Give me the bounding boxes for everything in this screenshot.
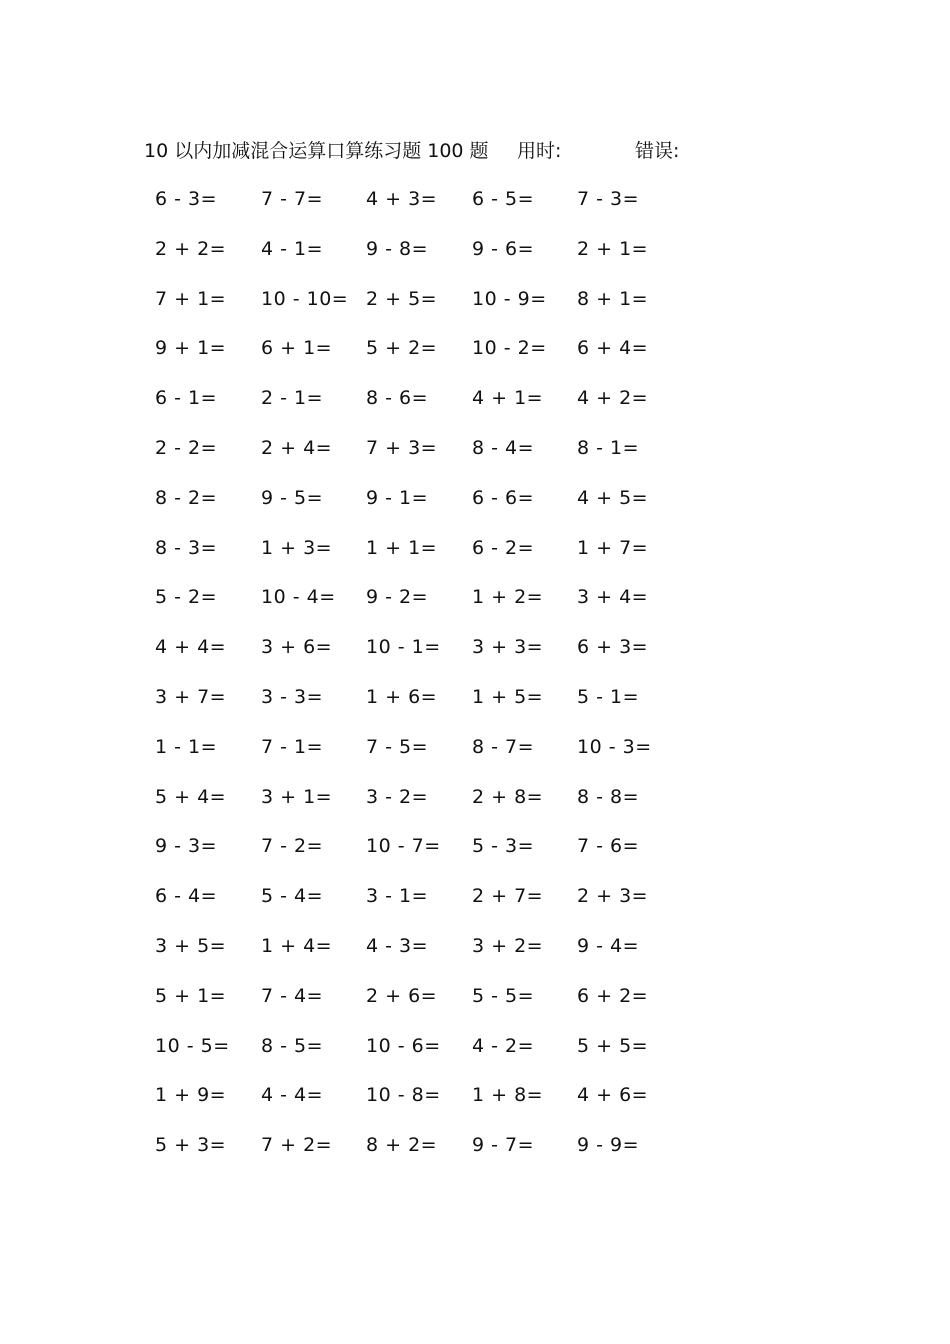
problem-item: 1 + 4= bbox=[261, 934, 333, 957]
problem-item: 8 - 4= bbox=[472, 436, 535, 459]
problem-item: 9 - 8= bbox=[366, 237, 429, 260]
problem-row bbox=[0, 529, 950, 579]
problem-item: 2 + 6= bbox=[366, 984, 438, 1007]
problem-grid bbox=[0, 180, 950, 1176]
problem-item: 4 + 6= bbox=[577, 1084, 649, 1107]
problem-item: 2 + 4= bbox=[261, 436, 333, 459]
problem-item: 4 + 1= bbox=[472, 387, 544, 410]
problem-item: 6 - 5= bbox=[472, 188, 535, 210]
problem-item: 6 - 1= bbox=[155, 387, 218, 410]
problem-item: 2 + 7= bbox=[472, 885, 544, 908]
problem-item: 1 + 6= bbox=[366, 685, 438, 708]
problem-item: 5 - 5= bbox=[472, 984, 535, 1007]
problem-item: 6 + 1= bbox=[261, 337, 333, 360]
problem-item: 6 + 4= bbox=[577, 337, 649, 360]
problem-item: 10 - 2= bbox=[472, 337, 547, 360]
problem-item: 9 - 3= bbox=[155, 835, 218, 858]
problem-item: 7 - 4= bbox=[261, 984, 324, 1007]
problem-item: 6 - 4= bbox=[155, 885, 218, 908]
time-used-label: 用时: bbox=[517, 140, 562, 162]
problem-item: 7 + 1= bbox=[155, 287, 227, 310]
problem-item: 5 - 4= bbox=[261, 885, 324, 908]
problem-row bbox=[0, 379, 950, 429]
problem-item: 7 - 7= bbox=[261, 188, 324, 210]
problem-item: 10 - 8= bbox=[366, 1084, 441, 1107]
problem-item: 4 + 3= bbox=[366, 188, 438, 210]
problem-item: 1 + 7= bbox=[577, 536, 649, 559]
problem-row bbox=[0, 678, 950, 728]
problem-row bbox=[0, 1027, 950, 1077]
problem-item: 4 - 3= bbox=[366, 934, 429, 957]
problem-item: 3 - 2= bbox=[366, 785, 429, 808]
problem-item: 10 - 4= bbox=[261, 586, 336, 609]
problem-row bbox=[0, 329, 950, 379]
problem-item: 10 - 6= bbox=[366, 1034, 441, 1057]
problem-item: 2 + 1= bbox=[577, 237, 649, 260]
problem-item: 5 - 2= bbox=[155, 586, 218, 609]
problem-item: 6 + 2= bbox=[577, 984, 649, 1007]
problem-item: 8 - 1= bbox=[577, 436, 640, 459]
problem-item: 10 - 3= bbox=[577, 735, 652, 758]
problem-item: 6 - 2= bbox=[472, 536, 535, 559]
problem-item: 6 + 3= bbox=[577, 636, 649, 659]
problem-item: 5 + 2= bbox=[366, 337, 438, 360]
problem-item: 1 + 3= bbox=[261, 536, 333, 559]
problem-item: 5 - 3= bbox=[472, 835, 535, 858]
problem-row bbox=[0, 1126, 950, 1176]
problem-item: 5 + 5= bbox=[577, 1034, 649, 1057]
problem-item: 4 + 2= bbox=[577, 387, 649, 410]
problem-item: 3 + 6= bbox=[261, 636, 333, 659]
problem-item: 5 - 1= bbox=[577, 685, 640, 708]
problem-row bbox=[0, 728, 950, 778]
problem-row bbox=[0, 280, 950, 330]
problem-item: 2 - 2= bbox=[155, 436, 218, 459]
problem-item: 4 - 2= bbox=[472, 1034, 535, 1057]
worksheet-title: 10 以内加减混合运算口算练习题 100 题 bbox=[144, 140, 489, 162]
problem-item: 10 - 5= bbox=[155, 1034, 230, 1057]
problem-item: 7 + 2= bbox=[261, 1134, 333, 1157]
problem-item: 3 - 3= bbox=[261, 685, 324, 708]
problem-item: 1 - 1= bbox=[155, 735, 218, 758]
problem-item: 8 - 7= bbox=[472, 735, 535, 758]
problem-item: 2 + 3= bbox=[577, 885, 649, 908]
problem-item: 3 + 1= bbox=[261, 785, 333, 808]
problem-item: 1 + 9= bbox=[155, 1084, 227, 1107]
problem-item: 2 + 8= bbox=[472, 785, 544, 808]
problem-item: 3 + 2= bbox=[472, 934, 544, 957]
problem-row bbox=[0, 877, 950, 927]
problem-item: 9 - 9= bbox=[577, 1134, 640, 1157]
problem-row bbox=[0, 429, 950, 479]
problem-item: 3 - 1= bbox=[366, 885, 429, 908]
problem-item: 3 + 3= bbox=[472, 636, 544, 659]
problem-item: 2 + 2= bbox=[155, 237, 227, 260]
problem-item: 7 - 3= bbox=[577, 188, 640, 210]
problem-item: 1 + 8= bbox=[472, 1084, 544, 1107]
problem-item: 6 - 3= bbox=[155, 188, 218, 210]
problem-item: 8 - 8= bbox=[577, 785, 640, 808]
problem-item: 2 + 5= bbox=[366, 287, 438, 310]
problem-item: 8 - 6= bbox=[366, 387, 429, 410]
problem-row bbox=[0, 628, 950, 678]
problem-item: 1 + 2= bbox=[472, 586, 544, 609]
problem-row bbox=[0, 479, 950, 529]
problem-item: 5 + 1= bbox=[155, 984, 227, 1007]
problem-item: 4 - 4= bbox=[261, 1084, 324, 1107]
problem-item: 4 - 1= bbox=[261, 237, 324, 260]
problem-item: 5 + 3= bbox=[155, 1134, 227, 1157]
problem-item: 10 - 9= bbox=[472, 287, 547, 310]
problem-item: 7 - 5= bbox=[366, 735, 429, 758]
problem-item: 7 - 1= bbox=[261, 735, 324, 758]
problem-item: 6 - 6= bbox=[472, 486, 535, 509]
problem-row bbox=[0, 230, 950, 280]
problem-item: 1 + 5= bbox=[472, 685, 544, 708]
problem-row bbox=[0, 778, 950, 828]
problem-item: 5 + 4= bbox=[155, 785, 227, 808]
problem-item: 2 - 1= bbox=[261, 387, 324, 410]
problem-item: 9 + 1= bbox=[155, 337, 227, 360]
problem-item: 8 - 3= bbox=[155, 536, 218, 559]
problem-item: 9 - 7= bbox=[472, 1134, 535, 1157]
problem-row bbox=[0, 1076, 950, 1126]
problem-item: 1 + 1= bbox=[366, 536, 438, 559]
problem-item: 7 + 3= bbox=[366, 436, 438, 459]
problem-item: 3 + 4= bbox=[577, 586, 649, 609]
problem-item: 10 - 7= bbox=[366, 835, 441, 858]
problem-item: 10 - 1= bbox=[366, 636, 441, 659]
problem-item: 4 + 5= bbox=[577, 486, 649, 509]
problem-item: 8 - 2= bbox=[155, 486, 218, 509]
problem-row bbox=[0, 180, 950, 230]
errors-label: 错误: bbox=[635, 140, 680, 162]
problem-item: 9 - 6= bbox=[472, 237, 535, 260]
problem-row bbox=[0, 927, 950, 977]
problem-item: 9 - 5= bbox=[261, 486, 324, 509]
problem-item: 9 - 4= bbox=[577, 934, 640, 957]
problem-item: 7 - 6= bbox=[577, 835, 640, 858]
problem-item: 10 - 10= bbox=[261, 287, 349, 310]
problem-row bbox=[0, 578, 950, 628]
problem-row bbox=[0, 977, 950, 1027]
problem-row bbox=[0, 827, 950, 877]
problem-item: 9 - 1= bbox=[366, 486, 429, 509]
problem-item: 8 + 2= bbox=[366, 1134, 438, 1157]
problem-item: 3 + 7= bbox=[155, 685, 227, 708]
problem-item: 8 + 1= bbox=[577, 287, 649, 310]
problem-item: 7 - 2= bbox=[261, 835, 324, 858]
problem-item: 4 + 4= bbox=[155, 636, 227, 659]
problem-item: 9 - 2= bbox=[366, 586, 429, 609]
problem-item: 8 - 5= bbox=[261, 1034, 324, 1057]
problem-item: 3 + 5= bbox=[155, 934, 227, 957]
